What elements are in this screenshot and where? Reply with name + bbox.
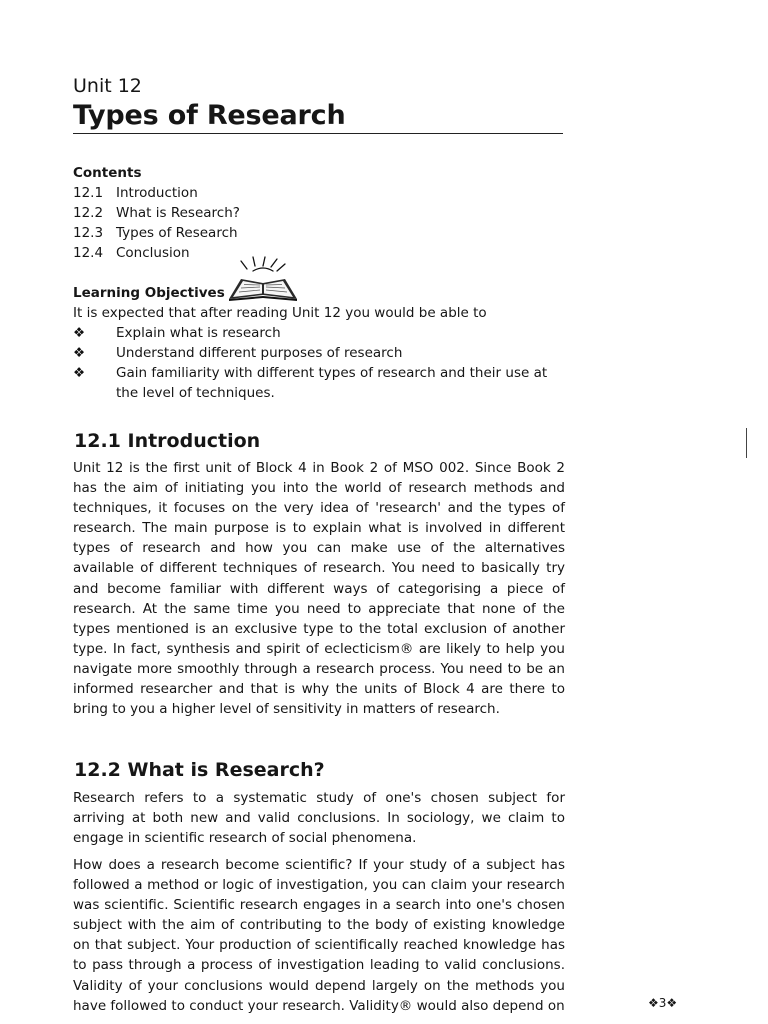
- margin-mark: [746, 428, 747, 458]
- objective-text: Explain what is research: [116, 325, 281, 341]
- bullet-glyph-icon: ❖: [73, 325, 86, 341]
- unit-label: Unit 12: [73, 75, 142, 97]
- toc-item-label: What is Research?: [116, 205, 240, 221]
- section-paragraph: Research refers to a systematic study of one's chosen subject for arriving at both new and valid conclusions. In sociology, we claim to engage in scientific research of social phenomena.: [73, 790, 565, 847]
- page-number: ❖3❖: [648, 996, 678, 1010]
- toc-item-number: 12.3: [73, 225, 104, 241]
- bullet-glyph-icon: ❖: [73, 345, 86, 361]
- page-title: Types of Research: [73, 100, 346, 131]
- section-heading-what-is-research: 12.2 What is Research?: [74, 759, 325, 781]
- toc-item-number: 12.2: [73, 205, 104, 221]
- open-book-icon: [227, 255, 299, 303]
- section-paragraph: How does a research become scientific? If your study of a subject has followed a method or logic of investigation, you can claim your research was scientific. Scientific research engages in a search into one's chosen subject with the aim of contributing to the body of existing knowledge on that subject. Your production of scientifically reached knowledge has to pass through a process of investigation leading to valid conclusions. Validity of your conclusions would depend largely on the methods you have followed to conduct your research. Validity® would also depend on: [73, 857, 565, 1014]
- toc-item[interactable]: [73, 183, 198, 203]
- toc-item-label: Conclusion: [116, 245, 190, 261]
- toc-item-label: Types of Research: [116, 225, 238, 241]
- objective-item: [73, 323, 573, 343]
- toc-item-number: 12.4: [73, 245, 104, 261]
- objective-item: [73, 343, 573, 363]
- title-rule: [73, 133, 563, 134]
- objective-text: Understand different purposes of research: [116, 345, 403, 361]
- toc-item-number: 12.1: [73, 185, 104, 201]
- objective-text: Gain familiarity with different types of research and their use at the level of techniques.: [116, 365, 548, 401]
- section-heading-introduction: 12.1 Introduction: [74, 430, 261, 452]
- section-paragraph: Unit 12 is the first unit of Block 4 in Book 2 of MSO 002. Since Book 2 has the aim of initiating you into the world of research methods and techniques, it focuses on the very idea of 'research' and the types of research. The main purpose is to explain what is involved in different types of research and how you can make use of the alternatives available of different techniques of research. You need to basically try and become familiar with different ways of categorising a piece of research. At the same time you need to appreciate that none of the types mentioned is an exclusive type to the total exclusion of another type. In fact, synthesis and spirit of eclecticism® are likely to help you navigate more smoothly through a research process. You need to be an informed researcher and that is why the units of Block 4 are there to bring to you a higher level of sensitivity in matters of research.: [73, 460, 565, 718]
- toc-item[interactable]: [73, 203, 240, 223]
- bullet-glyph-icon: ❖: [73, 365, 86, 381]
- learning-objectives-intro: It is expected that after reading Unit 12 you would be able to: [73, 305, 487, 321]
- toc-item-label: Introduction: [116, 185, 198, 201]
- learning-objectives-heading: Learning Objectives: [73, 285, 225, 301]
- objective-item: [73, 363, 573, 403]
- contents-heading: Contents: [73, 165, 142, 181]
- toc-item[interactable]: [73, 243, 190, 263]
- toc-item[interactable]: [73, 223, 238, 243]
